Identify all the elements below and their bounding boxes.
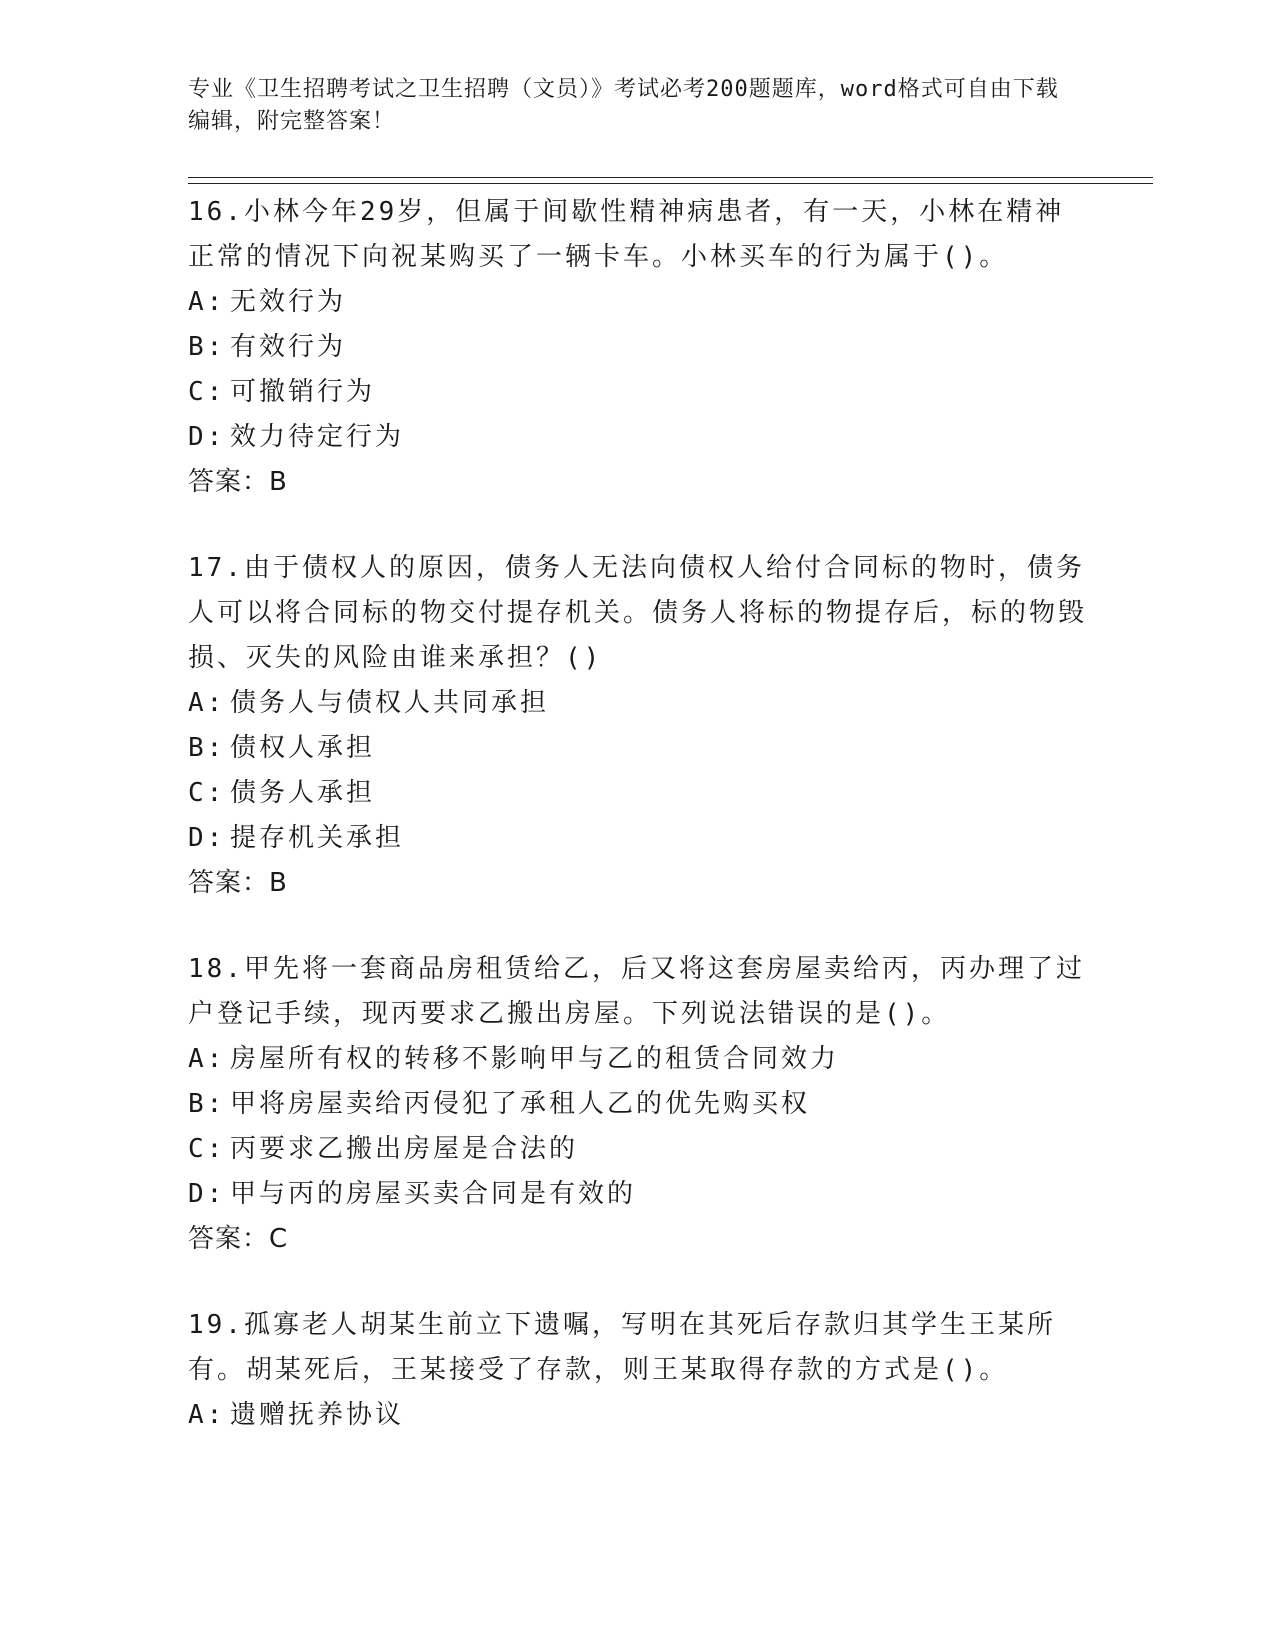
option-letter: C: <box>188 377 226 407</box>
option-letter: A: <box>188 287 226 317</box>
option-c <box>188 771 1088 816</box>
option-text: 甲与丙的房屋买卖合同是有效的 <box>230 1179 637 1209</box>
option-letter: D: <box>188 422 226 452</box>
option-c <box>188 1127 1088 1172</box>
header-divider-bottom <box>188 183 1153 184</box>
option-a <box>188 681 1088 726</box>
option-letter: A: <box>188 1044 226 1074</box>
option-letter: D: <box>188 1179 226 1209</box>
option-a <box>188 1393 1088 1438</box>
document-header: 专业《卫生招聘考试之卫生招聘（文员）》考试必考200题题库，word格式可自由下载编辑，附完整答案！ <box>188 77 1059 134</box>
option-d <box>188 1172 1088 1217</box>
answer-line: 答案：B <box>188 467 288 497</box>
option-text: 可撤销行为 <box>230 377 376 407</box>
option-letter: B: <box>188 332 226 362</box>
answer-line: 答案：C <box>188 1224 289 1254</box>
question-17 <box>188 546 1088 906</box>
option-letter: C: <box>188 1134 226 1164</box>
option-d <box>188 816 1088 861</box>
option-letter: B: <box>188 733 226 763</box>
option-a <box>188 1037 1088 1082</box>
question-16 <box>188 190 1088 505</box>
option-text: 丙要求乙搬出房屋是合法的 <box>230 1134 579 1164</box>
option-b <box>188 726 1088 771</box>
option-letter: D: <box>188 823 226 853</box>
option-text: 效力待定行为 <box>230 422 405 452</box>
question-stem: 19.孤寡老人胡某生前立下遗嘱，写明在其死后存款归其学生王某所有。胡某死后，王某接受了存款，则王某取得存款的方式是()。 <box>188 1310 1056 1385</box>
option-letter: A: <box>188 688 226 718</box>
option-text: 债权人承担 <box>230 733 376 763</box>
option-text: 无效行为 <box>230 287 347 317</box>
option-b <box>188 1082 1088 1127</box>
option-a <box>188 280 1088 325</box>
option-text: 遗赠抚养协议 <box>230 1400 405 1430</box>
option-b <box>188 325 1088 370</box>
question-stem: 18.甲先将一套商品房租赁给乙，后又将这套房屋卖给丙，丙办理了过户登记手续，现丙要求乙搬出房屋。下列说法错误的是()。 <box>188 954 1085 1029</box>
option-letter: B: <box>188 1089 226 1119</box>
question-stem: 16.小林今年29岁，但属于间歇性精神病患者，有一天，小林在精神正常的情况下向祝某购买了一辆卡车。小林买车的行为属于()。 <box>188 197 1065 272</box>
question-stem: 17.由于债权人的原因，债务人无法向债权人给付合同标的物时，债务人可以将合同标的物交付提存机关。债务人将标的物提存后，标的物毁损、灭失的风险由谁来承担？() <box>188 553 1088 673</box>
question-18 <box>188 947 1088 1262</box>
option-text: 有效行为 <box>230 332 347 362</box>
question-list <box>188 190 1088 1479</box>
option-text: 债务人承担 <box>230 778 376 808</box>
option-text: 债务人与债权人共同承担 <box>230 688 550 718</box>
option-letter: A: <box>188 1400 226 1430</box>
option-letter: C: <box>188 778 226 808</box>
option-text: 甲将房屋卖给丙侵犯了承租人乙的优先购买权 <box>230 1089 811 1119</box>
option-text: 房屋所有权的转移不影响甲与乙的租赁合同效力 <box>230 1044 840 1074</box>
question-19 <box>188 1303 1088 1438</box>
option-d <box>188 415 1088 460</box>
option-text: 提存机关承担 <box>230 823 405 853</box>
option-c <box>188 370 1088 415</box>
header-divider-top <box>188 177 1153 178</box>
answer-line: 答案：B <box>188 868 288 898</box>
